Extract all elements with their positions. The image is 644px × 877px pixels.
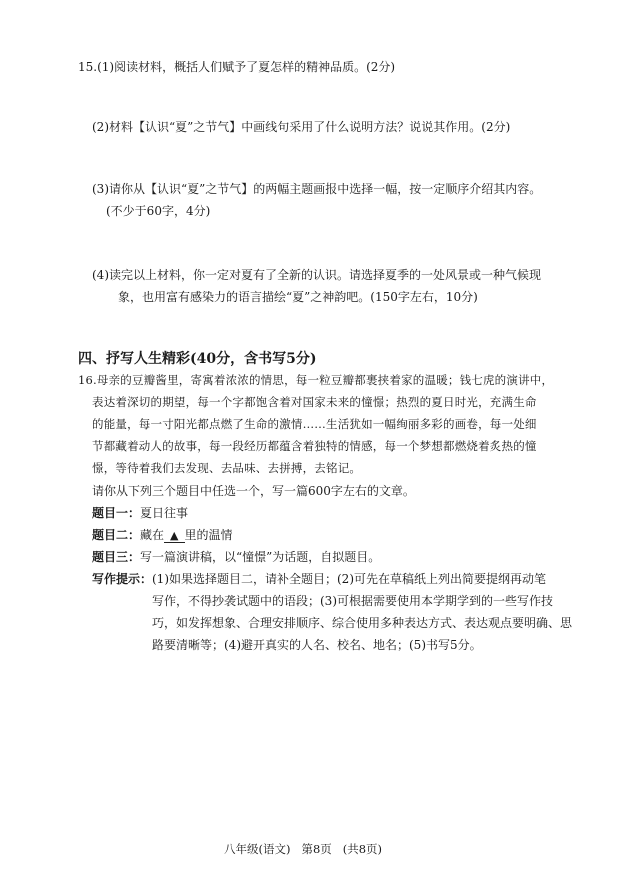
topic2-prefix: 藏在 <box>140 528 165 542</box>
topic3-text: 写一篇演讲稿，以“憧憬”为话题，自拟题目。 <box>140 550 381 564</box>
topic2-label: 题目二： <box>92 528 141 542</box>
q16-passage-line5: 憬，等待着我们去发现、去品味、去拼搏，去铭记。 <box>92 461 362 475</box>
tips-line1: (1)如果选择题目二，请补全题目；(2)可先在草稿纸上列出简要提纲再动笔 <box>152 572 546 586</box>
q15-part3-line2: (不少于60字，4分) <box>106 204 211 218</box>
section-4-title: 四、抒写人生精彩(40分，含书写5分) <box>78 351 317 367</box>
q16-topic2 <box>92 526 233 543</box>
topic1-label: 题目一： <box>92 506 141 520</box>
q15-part3-line1: (3)请你从【认识“夏”之节气】的两幅主题画报中选择一幅，按一定顺序介绍其内容。 <box>92 182 542 196</box>
tips-line3: 巧，如发挥想象、合理安排顺序、综合使用多种表达方式、表达观点要明确、思 <box>152 616 573 630</box>
q15-part2: (2)材料【认识“夏”之节气】中画线句采用了什么说明方法？说说其作用。(2分) <box>92 120 511 134</box>
q16-passage-line1: 16.母亲的豆瓣酱里，寄寓着浓浓的情思，每一粒豆瓣都裹挟着家的温暖；钱七虎的演讲中， <box>78 373 554 387</box>
q15-part4-line2: 象，也用富有感染力的语言描绘“夏”之神韵吧。(150字左右，10分) <box>118 290 478 304</box>
tips-line2: 写作，不得抄袭试题中的语段；(3)可根据需要使用本学期学到的一些写作技 <box>152 594 554 608</box>
q15-part1: 15.(1)阅读材料，概括人们赋予了夏怎样的精神品质。(2分) <box>78 60 396 74</box>
q16-passage-line2: 表达着深切的期望，每一个字都饱含着对国家未来的憧憬；热烈的夏日时光，充满生命 <box>92 395 537 409</box>
topic3-label: 题目三： <box>92 550 141 564</box>
topic2-suffix: 里的温情 <box>184 528 233 542</box>
triangle-icon: ▲ <box>170 529 179 542</box>
page-footer: 八年级(语文) 第8页 (共8页) <box>224 842 383 856</box>
q16-topic3 <box>92 548 380 565</box>
topic2-blank <box>164 528 184 543</box>
q15-part4-line1: (4)读完以上材料，你一定对夏有了全新的认识。请选择夏季的一处风景或一种气候现 <box>92 268 542 282</box>
q16-passage-line4: 节都藏着动人的故事，每一段经历都蕴含着独特的情感，每一个梦想都燃烧着炙热的憧 <box>92 439 537 453</box>
q16-instruction: 请你从下列三个题目中任选一个，写一篇600字左右的文章。 <box>92 484 415 498</box>
q16-passage-line3: 的能量，每一寸阳光都点燃了生命的激情……生活犹如一幅绚丽多彩的画卷，每一处细 <box>92 417 537 431</box>
q16-topic1 <box>92 504 188 521</box>
tips-line4: 路要清晰等；(4)避开真实的人名、校名、地名；(5)书写5分。 <box>152 638 482 652</box>
topic1-text: 夏日往事 <box>140 506 189 520</box>
tips-label: 写作提示： <box>92 572 153 586</box>
